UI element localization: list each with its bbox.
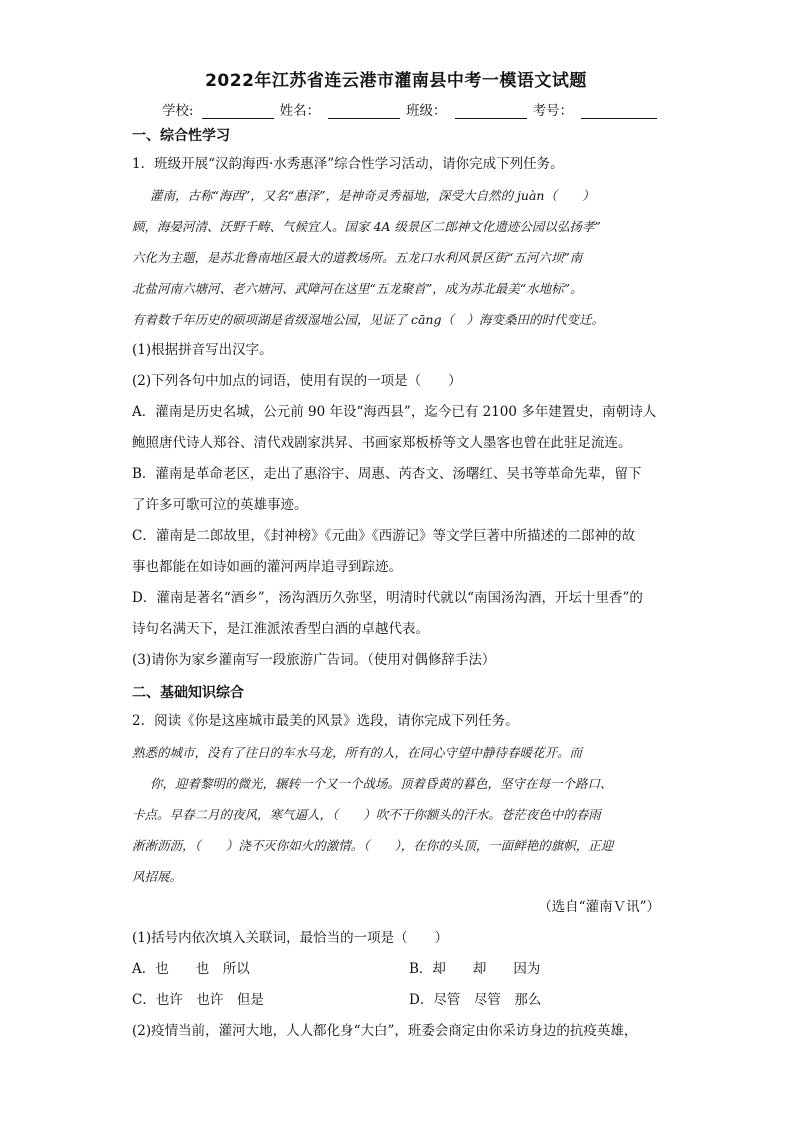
q1-sub3: (3)请你为家乡灌南写一段旅游广告词。（使用对偶修辞手法） <box>132 652 496 668</box>
q2-option-c: C．也许 也许 但是 <box>132 992 264 1008</box>
q2-sub2: (2)疫情当前，灌河大地，人人都化身“大白”，班委会商定由你采访身边的抗疫英雄， <box>132 1023 638 1039</box>
passage-line: 有着数千年历史的硕项湖是省级湿地公园，见证了 cāng（ ）海变桑田的时代变迁。 <box>132 312 604 327</box>
passage-line: 你，迎着黎明的微光，辗转一个又一个战场。顶着昏黄的暮色，坚守在每一个路口、 <box>150 776 613 791</box>
name-label: 姓名： <box>279 103 321 119</box>
passage-line: 熟悉的城市，没有了往日的车水马龙，所有的人，在同心守望中静待春暖花开。而 <box>132 745 583 760</box>
question-2-stem: 2．阅读《你是这座城市最美的风景》选段，请你完成下列任务。 <box>132 713 519 729</box>
q2-options <box>132 954 660 1016</box>
passage-1 <box>132 180 660 335</box>
q1-option-b-line1: B．灌南是革命老区，走出了惠浴宇、周惠、芮杏文、汤曙红、吴书等革命先辈，留下 <box>132 466 642 482</box>
q1-sub2: (2)下列各句中加点的词语，使用有误的一项是（ ） <box>132 373 462 389</box>
question-1-stem: 1．班级开展“汉韵海西·水秀惠泽”综合性学习活动，请你完成下列任务。 <box>132 156 564 172</box>
q2-option-b: B．却 却 因为 <box>409 961 541 977</box>
passage-line: 卡点。早春二月的夜风，寒气逼人，（ ）吹不干你额头的汗水。苍茫夜色中的春雨 <box>132 807 601 822</box>
q1-option-b-line2: 了许多可歌可泣的英雄事迹。 <box>132 497 308 513</box>
student-info-row <box>162 99 660 119</box>
school-label: 学校: <box>162 103 194 119</box>
section-heading-1: 一、综合性学习 <box>132 128 230 144</box>
passage-source: （选自“灌南Ｖ讯”） <box>538 899 660 915</box>
q2-option-a: A．也 也 所以 <box>132 961 250 977</box>
q2-option-d: D．尽管 尽管 那么 <box>409 992 542 1008</box>
q1-option-d-line1: D．灌南是著名“酒乡”，汤沟酒历久弥坚，明清时代就以“南国汤沟酒，开坛十里香”的 <box>132 590 643 606</box>
passage-line: 六化为主题，是苏北鲁南地区最大的道教场所。五龙口水利风景区街“五河六坝”南 <box>132 250 583 265</box>
q1-option-a-line2: 鲍照唐代诗人郑谷、清代戏剧家洪昇、书画家郑板桥等文人墨客也曾在此驻足流连。 <box>132 435 632 451</box>
q1-option-c-line2: 事也都能在如诗如画的灌河两岸追寻到踪迹。 <box>132 559 402 575</box>
q2-sub1: (1)括号内依次填入关联词，最恰当的一项是（ ） <box>132 930 449 946</box>
passage-line: 顾，海晏河清、沃野千畴、气候宜人。国家 4A 级景区二郎神文化遗迹公园以弘扬孝” <box>132 219 601 234</box>
school-blank[interactable] <box>202 104 274 119</box>
q1-sub1: (1)根据拼音写出汉字。 <box>132 342 273 358</box>
section-heading-2: 二、基础知识综合 <box>132 685 244 701</box>
passage-2 <box>132 737 660 892</box>
exam-title: 2022年江苏省连云港市灌南县中考一模语文试题 <box>205 71 587 91</box>
passage-line: 灌南，古称“海西”，又名“惠泽”，是神奇灵秀福地，深受大自然的 juàn（ ） <box>150 188 595 203</box>
exam-no-label: 考号： <box>532 103 574 119</box>
q1-option-a-line1: A．灌南是历史名城，公元前 90 年设“海西县”，迄今已有 2100 多年建置史，南朝诗人 <box>132 404 657 420</box>
exam-no-blank[interactable] <box>581 104 657 119</box>
passage-line: 风招展。 <box>132 869 183 884</box>
passage-line: 北盐河南六塘河、老六塘河、武障河在这里“五龙聚首”，成为苏北最美“水地标”。 <box>132 281 583 296</box>
class-blank[interactable] <box>455 104 527 119</box>
q1-option-d-line2: 诗句名满天下，是江淮派浓香型白酒的卓越代表。 <box>132 621 429 637</box>
passage-line: 淅淅沥沥，（ ）浇不灭你如火的激情。（ ），在你的头顶，一面鲜艳的旗帜，正迎 <box>132 838 614 853</box>
q1-option-c-line1: C．灌南是二郎故里，《封神榜》《元曲》《西游记》等文学巨著中所描述的二郎神的故 <box>132 528 636 544</box>
class-label: 班级： <box>406 103 447 119</box>
name-blank[interactable] <box>328 104 400 119</box>
